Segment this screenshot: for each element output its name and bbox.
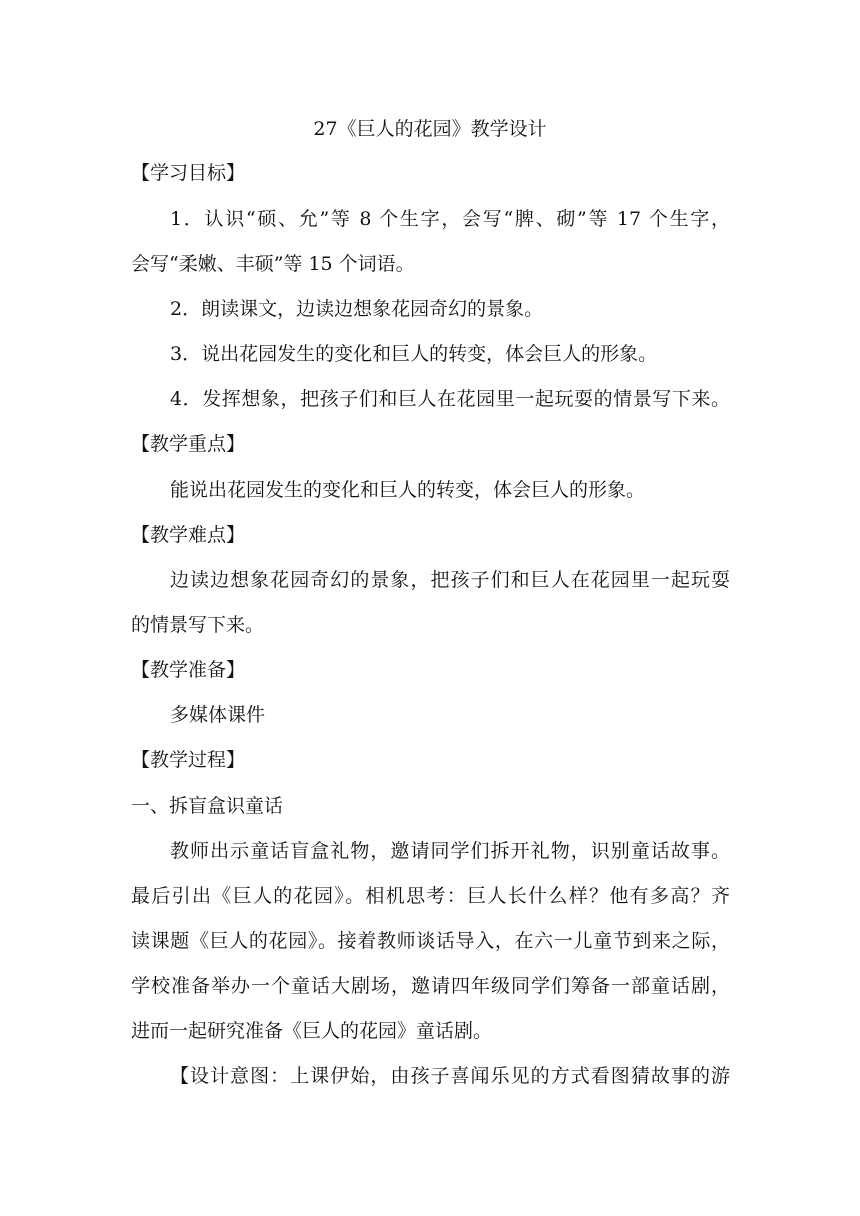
goal-1-line-1: 1．认识“硕、允”等 8 个生字，会写“脾、砌”等 17 个生字，	[170, 208, 730, 230]
design-intent-line-1: 【设计意图：上课伊始，由孩子喜闻乐见的方式看图猜故事的游	[170, 1065, 730, 1087]
heading-teaching-process: 【教学过程】	[131, 749, 246, 771]
heading-teaching-key: 【教学重点】	[131, 433, 246, 455]
difficulty-line-2: 的情景写下来。	[131, 614, 265, 636]
goal-1-line-2: 会写“柔嫩、丰硕”等 15 个词语。	[131, 253, 415, 275]
difficulty-line-1: 边读边想象花园奇幻的景象，把孩子们和巨人在花园里一起玩耍	[170, 569, 730, 591]
paragraph-1-line-1: 教师出示童话盲盒礼物，邀请同学们拆开礼物，识别童话故事。	[170, 840, 730, 862]
goal-3: 3．说出花园发生的变化和巨人的转变，体会巨人的形象。	[170, 343, 658, 365]
paragraph-1-line-5: 进而一起研究准备《巨人的花园》童话剧。	[131, 1020, 493, 1042]
document-title: 27《巨人的花园》教学设计	[313, 118, 547, 140]
section-heading-1: 一、拆盲盒识童话	[131, 795, 284, 817]
teaching-prep-text: 多媒体课件	[170, 704, 266, 726]
paragraph-1-line-4: 学校准备举办一个童话大剧场，邀请四年级同学们筹备一部童话剧，	[131, 975, 730, 997]
heading-learning-goals: 【学习目标】	[131, 162, 246, 184]
teaching-key-text: 能说出花园发生的变化和巨人的转变，体会巨人的形象。	[170, 479, 646, 501]
heading-teaching-difficulty: 【教学难点】	[131, 524, 246, 546]
heading-teaching-prep: 【教学准备】	[131, 659, 246, 681]
paragraph-1-line-2: 最后引出《巨人的花园》。相机思考：巨人长什么样？他有多高？齐	[131, 885, 730, 907]
goal-2: 2．朗读课文，边读边想象花园奇幻的景象。	[170, 298, 544, 320]
goal-4: 4．发挥想象，把孩子们和巨人在花园里一起玩耍的情景写下来。	[170, 388, 730, 410]
paragraph-1-line-3: 读课题《巨人的花园》。接着教师谈话导入，在六一儿童节到来之际，	[131, 930, 730, 952]
